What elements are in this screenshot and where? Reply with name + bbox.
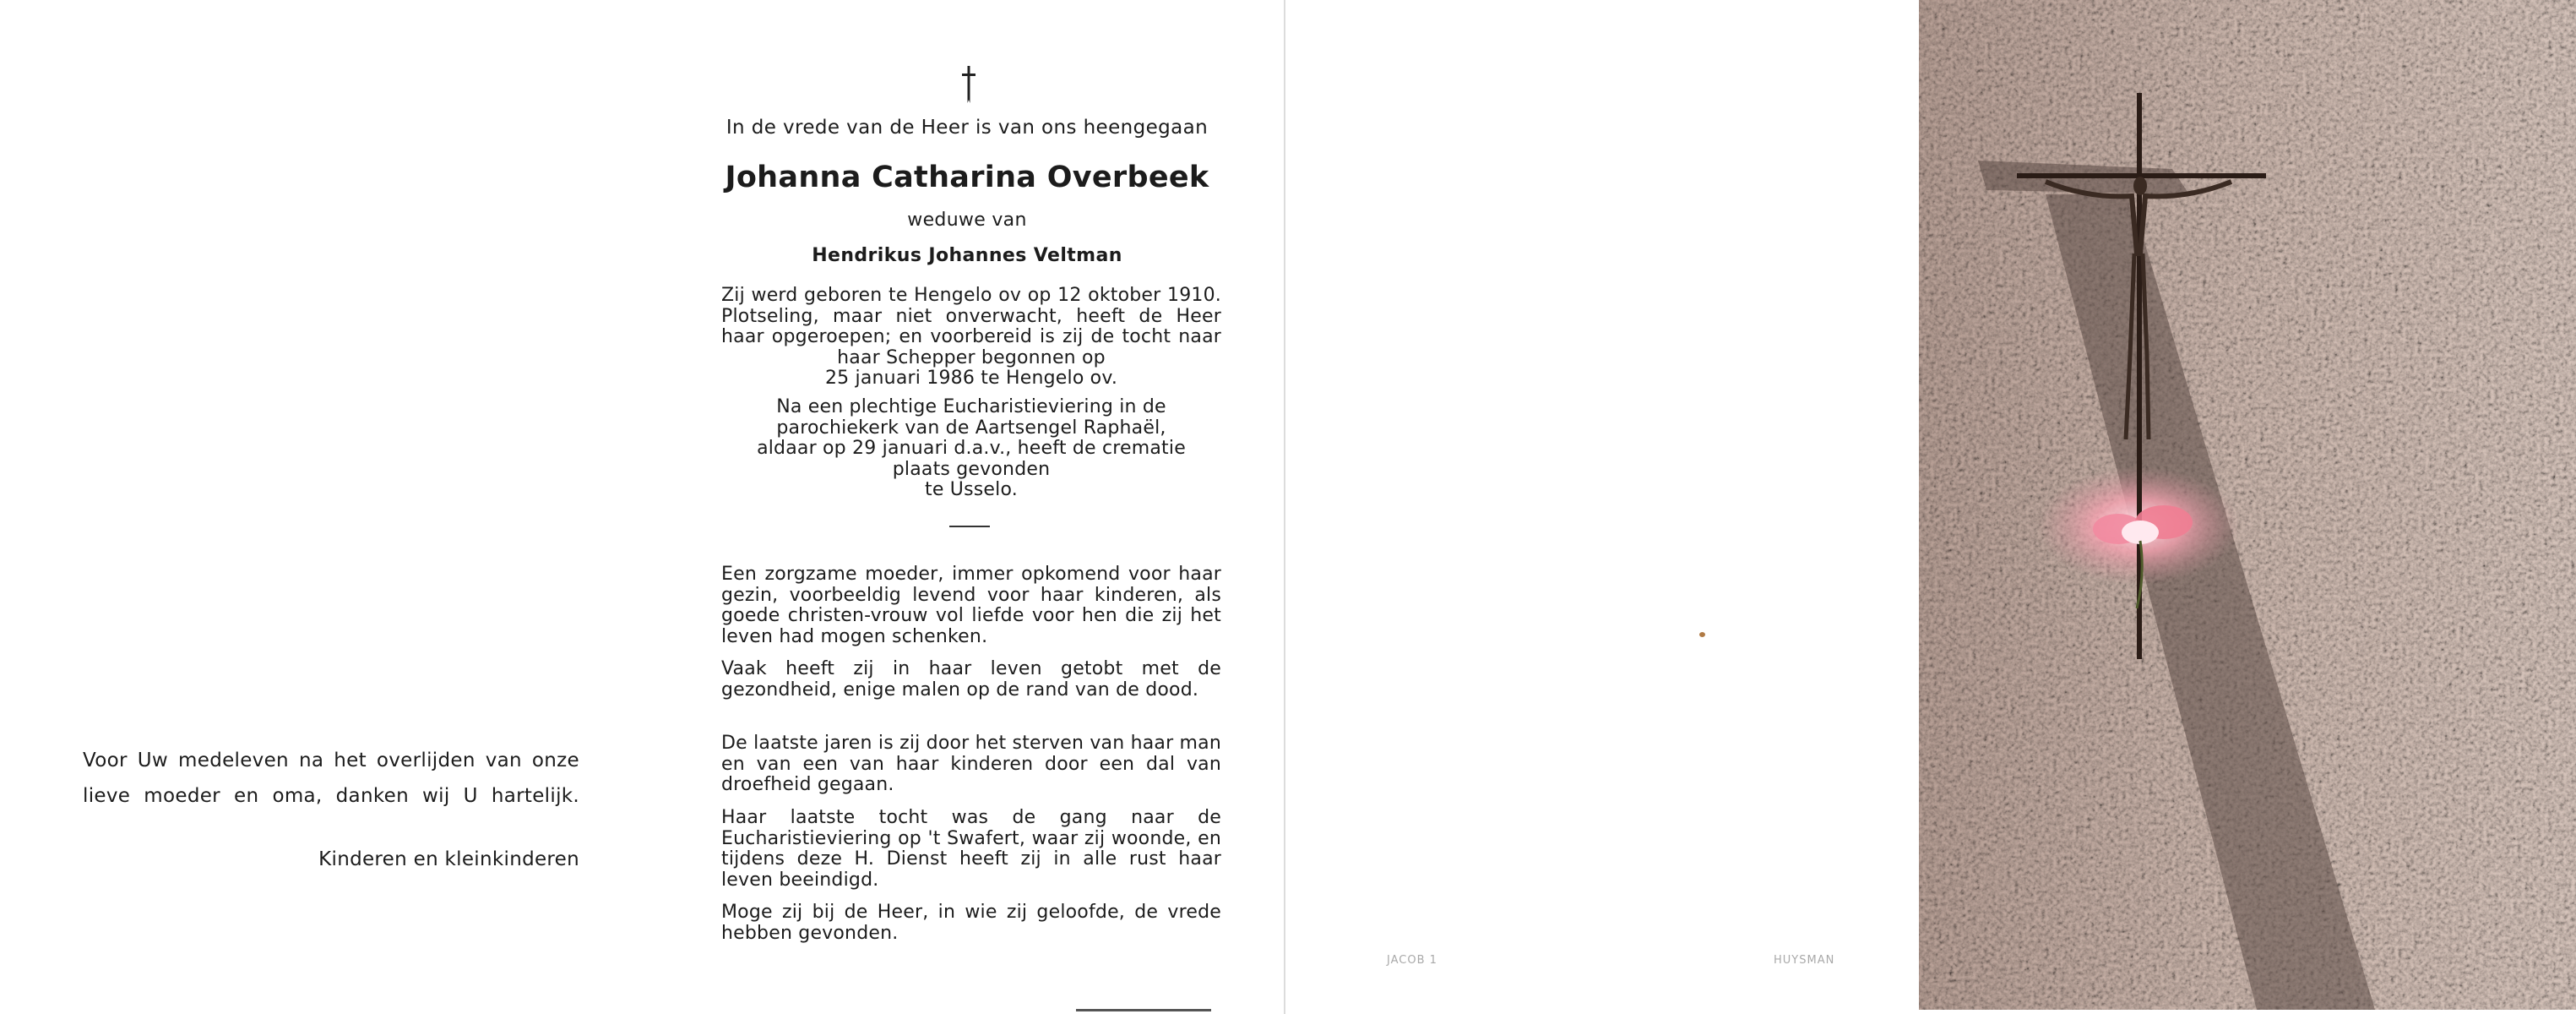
paragraph-peace: Moge zij bij de Heer, in wie zij geloofde, de vrede hebben gevonden. <box>721 902 1221 944</box>
widow-of-line: weduwe van <box>907 210 1027 231</box>
deceased-name: Johanna Catharina Overbeek <box>725 161 1209 194</box>
thanks-panel <box>0 0 642 1014</box>
service-paragraph: Na een plechtige Eucharistieviering in de parochiekerk van de Aartsengel Raphaël, aldaar op 29 januari d.a.v., heeft de crematie plaats gevonden <box>757 396 1186 480</box>
death-line: 25 januari 1986 te Hengelo ov. <box>824 368 1118 389</box>
paragraph-grief: De laatste jaren is zij door het sterven van haar man en van een van haar kinderen door een dal van droefheid gegaan. <box>721 733 1221 795</box>
thanks-line-2: lieve moeder en oma, danken wij U hartelijk. <box>83 785 579 807</box>
cross-icon <box>959 66 979 103</box>
paragraph-last-journey: Haar laatste tocht was de gang naar de Eucharistieviering op 't Swafert, waar zij woonde, en tijdens deze H. Dienst heeft zij in alle rust haar leven beeindigd. <box>721 807 1221 891</box>
thanks-line-1: Voor Uw medeleven na het overlijden van onze <box>83 750 579 771</box>
birth-paragraph: Zij werd geboren te Hengelo ov op 12 oktober 1910. Plotseling, maar niet onverwacht, heeft de Heer haar opgeroepen; en voorbereid is zij de tocht naar haar Schepper begonnen op <box>721 285 1221 368</box>
paragraph-care: Een zorgzame moeder, immer opkomend voor haar gezin, voorbeeldig levend voor haar kinderen, als goede christen-vrouw vol liefde voor hen die zij het leven had mogen schenken. <box>721 564 1221 647</box>
husband-name: Hendrikus Johannes Veltman <box>812 245 1122 266</box>
divider <box>949 526 990 527</box>
paragraph-health: Vaak heeft zij in haar leven getobt met de gezondheid, enige malen op de rand van de dood. <box>721 658 1221 701</box>
credit-right: HUYSMAN <box>1774 954 1835 967</box>
intro-line: In de vrede van de Heer is van ons heengegaan <box>726 117 1209 139</box>
bottom-rule <box>1076 1009 1211 1011</box>
credit-left: JACOB 1 <box>1387 954 1437 967</box>
back-panel <box>1285 0 1919 1014</box>
crucifix-photo <box>1919 0 2576 1010</box>
memorial-text-panel <box>650 0 1285 1014</box>
thanks-signature: Kinderen en kleinkinderen <box>318 848 579 870</box>
paper-speck <box>1699 632 1705 637</box>
service-place: te Usselo. <box>925 479 1018 500</box>
photo-panel <box>1919 0 2576 1014</box>
